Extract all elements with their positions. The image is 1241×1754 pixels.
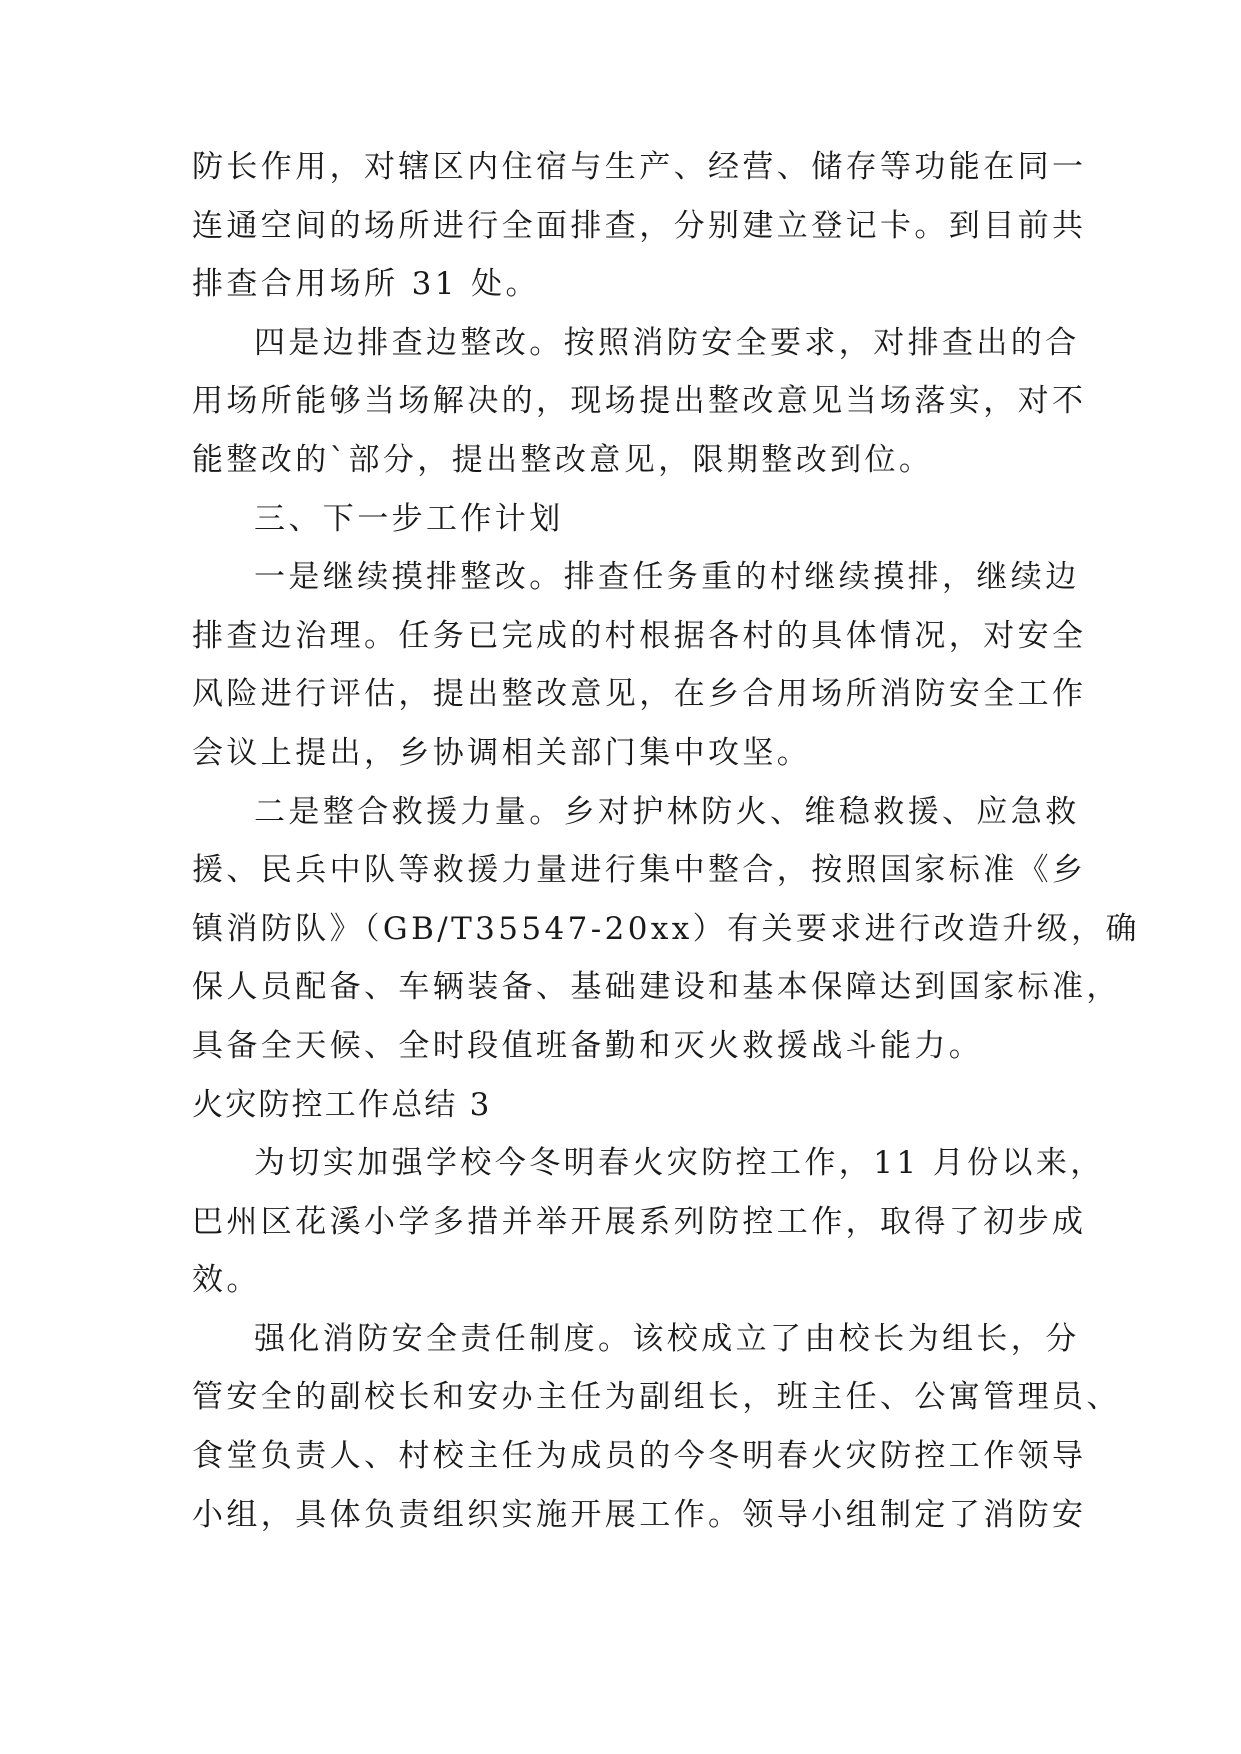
text-line: 用场所能够当场解决的，现场提出整改意见当场落实，对不 [192,383,1087,420]
text-line: 能整改的`部分，提出整改意见，限期整改到位。 [192,441,934,478]
text-line: 具备全天候、全时段值班备勤和灭火救援战斗能力。 [192,1027,984,1064]
text-line: 食堂负责人、村校主任为成员的今冬明春火灾防控工作领导 [192,1438,1087,1475]
text-line: 小组，具体负责组织实施开展工作。领导小组制定了消防安 [192,1496,1087,1533]
text-line: 会议上提出，乡协调相关部门集中攻坚。 [192,734,812,771]
document-title: 火灾防控工作总结 3 [192,1086,492,1123]
text-line: 巴州区花溪小学多措并举开展系列防控工作，取得了初步成 [192,1203,1087,1240]
text-line: 风险进行评估，提出整改意见，在乡合用场所消防安全工作 [192,676,1087,713]
text-line: 防长作用，对辖区内住宿与生产、经营、储存等功能在同一 [192,149,1087,185]
section-heading: 三、下一步工作计划 [254,500,564,537]
paragraph-start: 四是边排查边整改。按照消防安全要求，对排查出的合 [254,324,1080,361]
text-line: 镇消防队》（GB/T35547-20xx）有关要求进行改造升级，确 [192,910,1140,947]
document-body [192,138,1140,1544]
paragraph-start: 二是整合救援力量。乡对护林防火、维稳救援、应急救 [254,793,1080,830]
paragraph-start: 强化消防安全责任制度。该校成立了由校长为组长，分 [254,1320,1080,1357]
text-line: 连通空间的场所进行全面排查，分别建立登记卡。到目前共 [192,207,1087,244]
text-line: 管安全的副校长和安办主任为副组长，班主任、公寓管理员、 [192,1379,1121,1416]
text-line: 援、民兵中队等救援力量进行集中整合，按照国家标准《乡 [192,852,1087,889]
text-line: 效。 [192,1262,261,1299]
text-line: 排查合用场所 31 处。 [192,266,540,303]
text-line: 保人员配备、车辆装备、基础建设和基本保障达到国家标准， [192,969,1121,1006]
paragraph-start: 为切实加强学校今冬明春火灾防控工作，11 月份以来， [254,1145,1105,1182]
text-line: 排查边治理。任务已完成的村根据各村的具体情况，对安全 [192,617,1087,654]
paragraph-start: 一是继续摸排整改。排查任务重的村继续摸排，继续边 [254,559,1080,596]
